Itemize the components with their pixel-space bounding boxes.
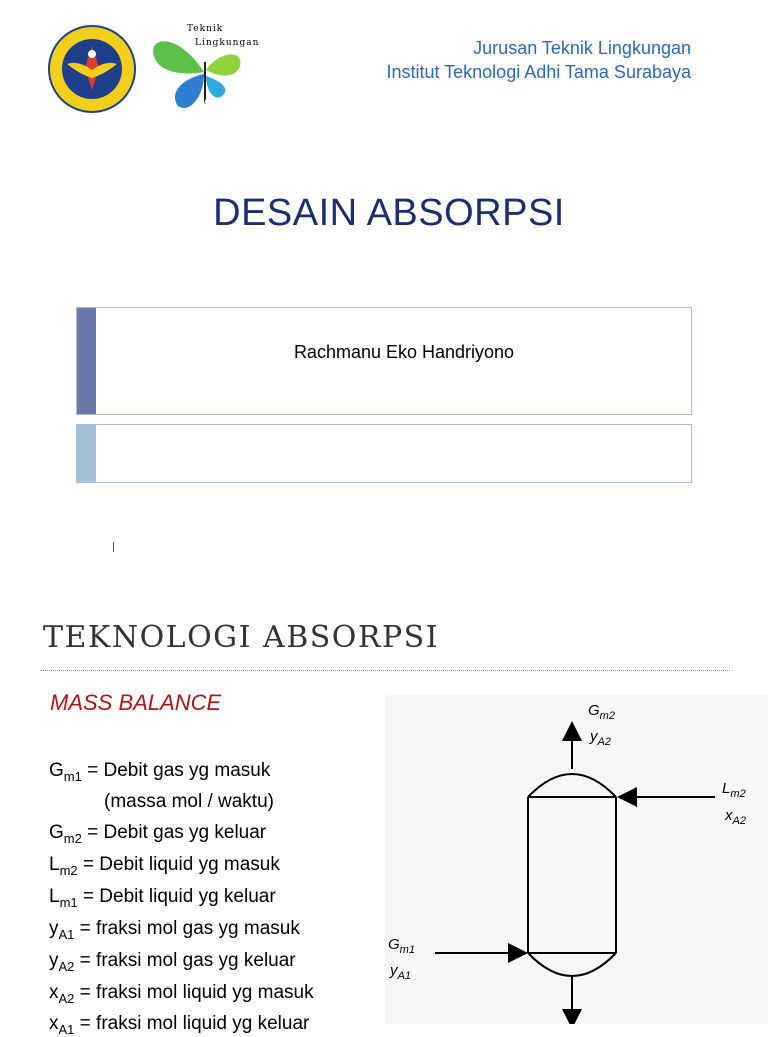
absorber-column-diagram [385,695,768,1024]
label-ya1: $y_{A1}$ [390,962,411,982]
label-lm2: $L_{m2}$ [722,780,746,800]
institution-line-1: Jurusan Teknik Lingkungan [473,38,691,58]
label-gm2: $G_{m2}$ [588,702,615,722]
slide-2-title: TEKNOLOGI ABSORPSI [43,620,440,655]
subtitle-box-accent-bar [77,425,96,482]
definition-gm1-unit: (massa mol / waktu) [104,791,274,812]
mass-balance-heading: MASS BALANCE [50,690,222,715]
definition-ya1: $y_{A1}$ = fraksi mol gas yg masuk [49,918,300,942]
definition-xa1: $x_{A1}$ = fraksi mol liquid yg keluar [49,1013,310,1037]
definition-gm2: $G_{m2}$ = Debit gas yg keluar [49,822,267,846]
dept-logo-text-1: Teknik [187,24,224,34]
diagram-background [385,695,768,1024]
institution-line-2: Institut Teknologi Adhi Tama Surabaya [386,62,691,82]
label-xa2: $x_{A2}$ [725,807,746,827]
author-box [76,307,692,415]
definition-lm1: $L_{m1}$ = Debit liquid yg keluar [49,886,276,910]
dept-logo-text-3: ITATS [197,98,219,107]
label-gm1: $G_{m1}$ [388,936,415,956]
definition-gm1: $G_{m1}$ = Debit gas yg masuk [49,760,271,784]
itats-seal-logo [47,24,137,114]
subtitle-box [76,424,692,483]
definition-lm2: $L_{m2}$ = Debit liquid yg masuk [49,854,280,878]
label-ya2: $y_{A2}$ [590,728,611,748]
presentation-title: DESAIN ABSORPSI [213,192,565,234]
dept-logo-text-2: Lingkungan [195,38,260,48]
definition-xa2: $x_{A2}$ = fraksi mol liquid yg masuk [49,982,314,1006]
author-name: Rachmanu Eko Handriyono [293,342,515,362]
text-cursor [113,542,114,552]
definition-ya2: $y_{A2}$ = fraksi mol gas yg keluar [49,950,296,974]
title-divider [40,670,730,671]
